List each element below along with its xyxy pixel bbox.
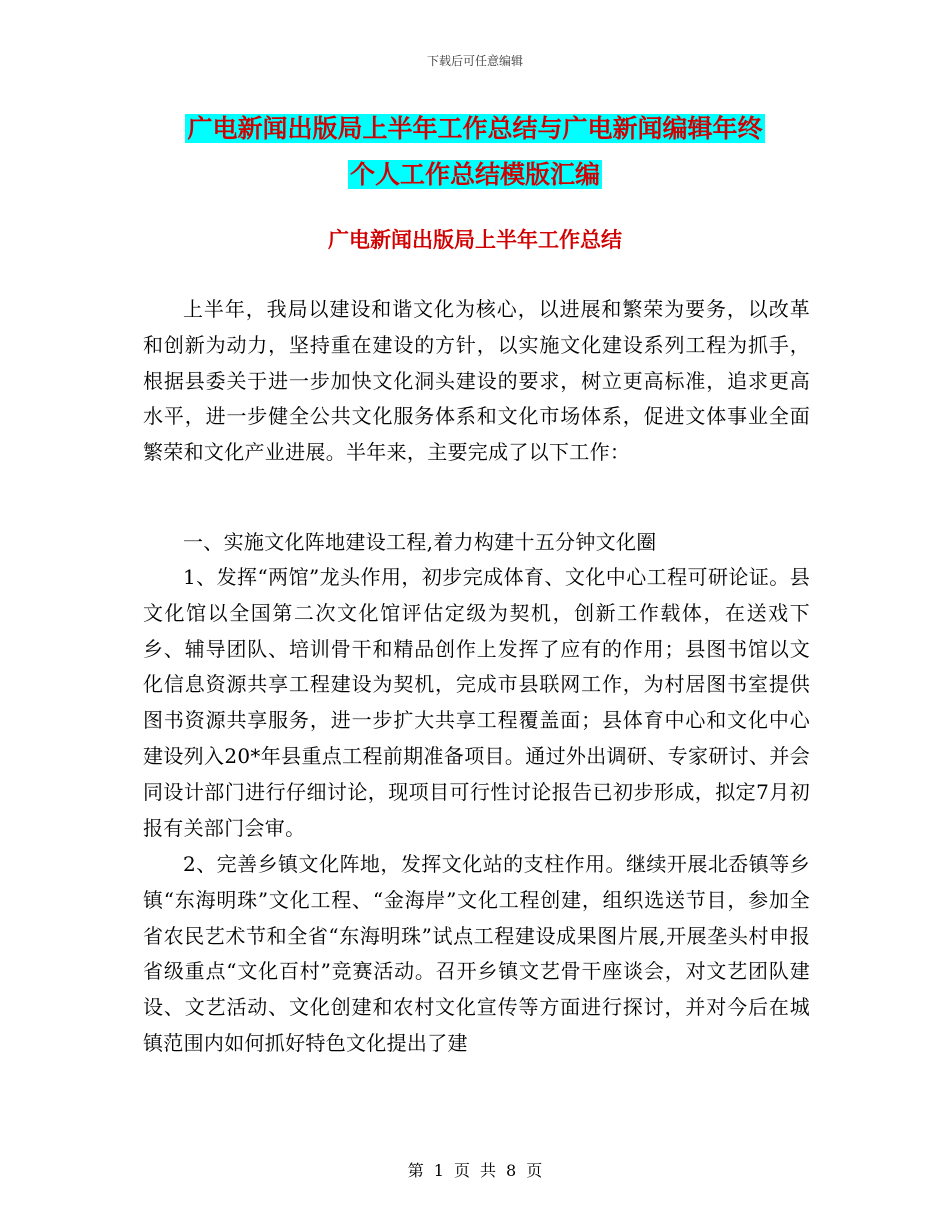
footer-mid: 页 [453,1161,470,1180]
paragraph-text: 1、发挥“两馆”龙头作用，初步完成体育、文化中心工程可研论证。县文化馆以全国第二次文化馆评估定级为契机，创新工作载体，在送戏下乡、辅导团队、培训骨干和精品创作上发挥了应有的作用；县图书馆以文化信息资源共享工程建设为契机，完成市县联网工作，为村居图书室提供图书资源共享服务，进一步扩大共享工程覆盖面；县体育中心和文化中心建设列入20*年县重点工程前期准备项目。通过外出调研、专家研讨、并会同设计部门进行仔细讨论，现项目可行性讨论报告已初步形成，拟定7月初报有关部门会审。 [143,565,810,840]
footer-total-prefix: 共 [480,1161,497,1180]
section-title: 广电新闻出版局上半年工作总结 [328,228,622,252]
paragraph-text: 一、实施文化阵地建设工程,着力构建十五分钟文化圈 [183,530,657,554]
paragraph-item-2 [143,847,810,1062]
footer-prefix: 第 [407,1161,424,1180]
footer-total-pages: 8 [506,1161,517,1180]
footer-suffix: 页 [526,1161,543,1180]
footer-page-number: 1 [433,1161,444,1180]
paragraph-heading-1 [143,525,810,561]
header-note: 下载后可任意编辑 [426,54,523,68]
document-title-line-2 [0,158,950,192]
page-footer [0,1158,950,1181]
paragraph-text: 上半年，我局以建设和谐文化为核心，以进展和繁荣为要务，以改革和创新为动力，坚持重在建设的方针，以实施文化建设系列工程为抓手，根据县委关于进一步加快文化洞头建设的要求，树立更高标准，追求更高水平，进一步健全公共文化服务体系和文化市场体系，促进文体事业全面繁荣和文化产业进展。半年来，主要完成了以下工作： [143,297,810,465]
title-line-2-text: 个人工作总结模版汇编 [349,160,600,189]
paragraph-intro [143,292,810,471]
title-line-1-text: 广电新闻出版局上半年工作总结与广电新闻编辑年终 [187,114,763,143]
document-title-line-1 [0,112,950,146]
paragraph-item-1 [143,560,810,846]
paragraph-text: 2、完善乡镇文化阵地，发挥文化站的支柱作用。继续开展北岙镇等乡镇“东海明珠”文化工程、“金海岸”文化工程创建，组织选送节目，参加全省农民艺术节和全省“东海明珠”试点工程建设成果图片展,开展垄头村申报省级重点“文化百村”竞赛活动。召开乡镇文艺骨干座谈会，对文艺团队建设、文艺活动、文化创建和农村文化宣传等方面进行探讨，并对今后在城镇范围内如何抓好特色文化提出了建 [143,852,810,1055]
